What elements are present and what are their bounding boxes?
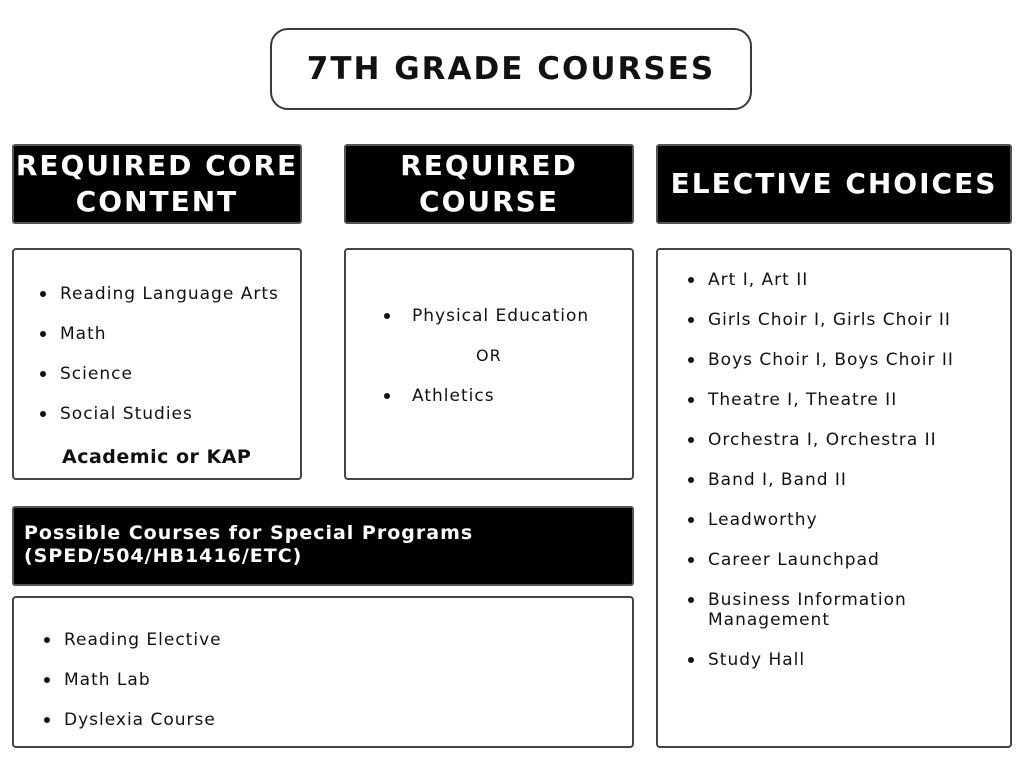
core-header-line-1: REQUIRED CORE [15, 149, 299, 182]
list-item [40, 284, 279, 324]
required-item-label: Athletics [412, 386, 495, 406]
elective-list [688, 270, 1008, 690]
list-item [688, 350, 1008, 370]
list-item [688, 470, 1008, 490]
elective-box [656, 248, 1012, 748]
bullet-icon [688, 437, 694, 443]
list-item [40, 364, 279, 404]
elective-item-label-line-2: Management [708, 610, 830, 630]
elective-item-label: Boys Choir I, Boys Choir II [708, 350, 954, 370]
bullet-icon [688, 317, 694, 323]
list-item [688, 390, 1008, 410]
special-programs-header-line-1: Possible Courses for Special Programs [24, 522, 474, 544]
elective-item-label: Girls Choir I, Girls Choir II [708, 310, 951, 330]
required-list-2 [384, 386, 495, 406]
required-box [344, 248, 634, 480]
or-separator: OR [476, 346, 502, 365]
bullet-icon [40, 371, 46, 377]
elective-item-label: Band I, Band II [708, 470, 847, 490]
bullet-icon [688, 597, 694, 603]
page-title: 7TH GRADE COURSES [306, 51, 716, 87]
bullet-icon [44, 637, 50, 643]
core-item-label: Social Studies [60, 404, 193, 424]
bullet-icon [40, 331, 46, 337]
bullet-icon [44, 677, 50, 683]
required-header [344, 144, 634, 224]
core-list [40, 284, 279, 444]
bullet-icon [384, 313, 390, 319]
bullet-icon [688, 397, 694, 403]
special-programs-list [44, 630, 222, 750]
core-item-label: Reading Language Arts [60, 284, 279, 304]
elective-header-text: ELECTIVE CHOICES [670, 167, 998, 200]
bullet-icon [40, 291, 46, 297]
list-item [688, 550, 1008, 570]
bullet-icon [688, 517, 694, 523]
required-header-line-2: COURSE [419, 185, 559, 218]
core-item-label: Math [60, 324, 107, 344]
elective-item-label: Study Hall [708, 650, 806, 670]
special-programs-header [12, 506, 634, 586]
core-header [12, 144, 302, 224]
list-item [44, 630, 222, 670]
core-item-label: Science [60, 364, 133, 384]
elective-item-label-line-1: Business Information [708, 590, 907, 610]
special-programs-box [12, 596, 634, 748]
list-item [688, 510, 1008, 530]
special-item-label: Reading Elective [64, 630, 222, 650]
list-item [384, 386, 495, 406]
bullet-icon [40, 411, 46, 417]
title-box [270, 28, 752, 110]
required-item-label: Physical Education [412, 306, 590, 326]
list-item [688, 310, 1008, 330]
core-header-line-2: CONTENT [75, 185, 239, 218]
list-item [688, 270, 1008, 290]
elective-item-label: Career Launchpad [708, 550, 880, 570]
core-box [12, 248, 302, 480]
special-item-label: Dyslexia Course [64, 710, 216, 730]
bullet-icon [688, 657, 694, 663]
list-item [384, 306, 589, 326]
bullet-icon [688, 277, 694, 283]
bullet-icon [688, 357, 694, 363]
core-note: Academic or KAP [62, 446, 252, 468]
special-programs-header-line-2: (SPED/504/HB1416/ETC) [24, 545, 303, 567]
list-item [688, 650, 1008, 670]
list-item [688, 590, 1008, 630]
special-item-label: Math Lab [64, 670, 151, 690]
list-item [40, 404, 279, 444]
elective-item-label: Theatre I, Theatre II [708, 390, 898, 410]
list-item [44, 710, 222, 750]
elective-header [656, 144, 1012, 224]
required-list [384, 306, 589, 326]
elective-item-label: Orchestra I, Orchestra II [708, 430, 937, 450]
bullet-icon [44, 717, 50, 723]
list-item [688, 430, 1008, 450]
bullet-icon [688, 477, 694, 483]
list-item [44, 670, 222, 710]
bullet-icon [688, 557, 694, 563]
bullet-icon [384, 393, 390, 399]
list-item [40, 324, 279, 364]
elective-item-label: Leadworthy [708, 510, 818, 530]
elective-item-label: Art I, Art II [708, 270, 809, 290]
required-header-line-1: REQUIRED [400, 149, 578, 182]
